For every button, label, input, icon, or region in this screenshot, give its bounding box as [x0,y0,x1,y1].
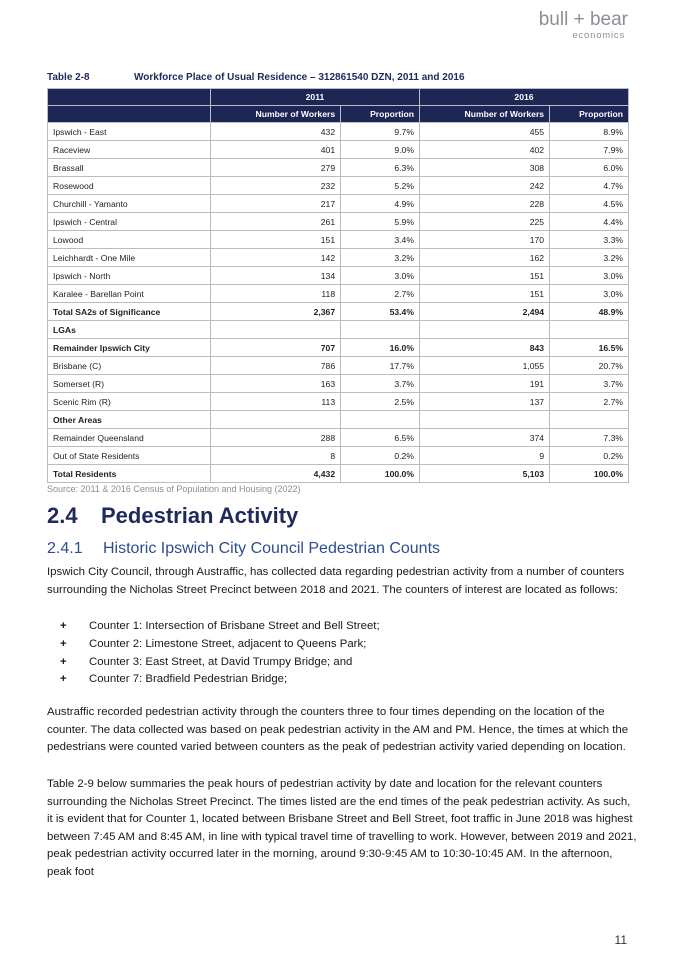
table-caption-title: Workforce Place of Usual Residence – 312861540 DZN, 2011 and 2016 [134,72,465,83]
table-row [48,429,629,447]
workforce-table [47,88,629,483]
workers-2016-cell [419,411,549,429]
page-number: 11 [614,933,627,947]
workers-2016-cell: 151 [419,267,549,285]
list-item-text: Counter 7: Bradfield Pedestrian Bridge; [89,673,288,686]
row-name-cell: Total Residents [48,465,211,483]
body-paragraph: Ipswich City Council, through Austraffic, has collected data regarding pedestrian activity from a number of counters surrounding the Nicholas Street Precinct between 2018 and 2021. The counters of interest are located as follows: [47,566,625,596]
workers-2011-cell: 8 [211,447,341,465]
list-item [60,636,380,654]
table-row [48,339,629,357]
row-name-cell: Brisbane (C) [48,357,211,375]
workers-2016-cell: 151 [419,285,549,303]
workers-2016-cell: 402 [419,141,549,159]
table-column-header-row [48,106,629,123]
year-header-2016: 2016 [419,89,628,106]
proportion-2011-cell: 100.0% [341,465,420,483]
workers-2016-cell: 5,103 [419,465,549,483]
row-name-cell: Other Areas [48,411,211,429]
proportion-2011-cell: 6.5% [341,429,420,447]
table-row [48,267,629,285]
row-name-cell: Raceview [48,141,211,159]
proportion-2016-cell [550,411,629,429]
proportion-2016-cell: 48.9% [550,303,629,321]
table-row [48,411,629,429]
proportion-2011-cell: 4.9% [341,195,420,213]
workers-2011-cell: 163 [211,375,341,393]
workers-2011-cell: 432 [211,123,341,141]
proportion-2016-cell: 2.7% [550,393,629,411]
row-name-cell: Lowood [48,231,211,249]
proportion-2016-cell: 4.5% [550,195,629,213]
row-name-cell: Leichhardt - One Mile [48,249,211,267]
table-row [48,303,629,321]
workers-2011-cell: 134 [211,267,341,285]
workers-2011-cell: 786 [211,357,341,375]
proportion-2016-cell: 8.9% [550,123,629,141]
row-name-cell: Churchill - Yamanto [48,195,211,213]
workers-2011-cell: 4,432 [211,465,341,483]
workers-2016-cell: 9 [419,447,549,465]
workers-2016-cell: 225 [419,213,549,231]
proportion-2011-cell: 5.9% [341,213,420,231]
table-row [48,141,629,159]
table-row [48,231,629,249]
row-name-cell: Scenic Rim (R) [48,393,211,411]
proportion-2011-cell: 2.7% [341,285,420,303]
proportion-2016-cell: 3.0% [550,285,629,303]
table-row [48,285,629,303]
workers-2011-cell: 232 [211,177,341,195]
subsection-number: 2.4.1 [47,540,83,557]
proportion-2011-cell: 3.4% [341,231,420,249]
plus-bullet-icon: + [60,655,67,668]
table-caption [47,72,465,83]
row-name-cell: Remainder Ipswich City [48,339,211,357]
company-logo [539,10,628,42]
plus-bullet-icon: + [60,620,67,632]
table-row [48,447,629,465]
table-body [48,123,629,483]
table-row [48,195,629,213]
table-row [48,357,629,375]
list-item-text: Counter 3: East Street, at David Trumpy Bridge; and [89,655,353,668]
proportion-2016-cell: 100.0% [550,465,629,483]
subsection-title: Historic Ipswich City Council Pedestrian Counts [103,540,441,557]
column-header: Number of Workers [419,106,549,123]
row-name-cell: Karalee - Barellan Point [48,285,211,303]
proportion-2016-cell: 4.4% [550,213,629,231]
proportion-2016-cell: 7.3% [550,429,629,447]
row-name-cell: Ipswich - Central [48,213,211,231]
row-name-cell: Out of State Residents [48,447,211,465]
plus-bullet-icon: + [60,637,67,650]
subsection-heading [47,540,440,558]
proportion-2011-cell: 3.7% [341,375,420,393]
workers-2016-cell: 191 [419,375,549,393]
workers-2011-cell: 288 [211,429,341,447]
table-row [48,321,629,339]
table-row [48,249,629,267]
proportion-2016-cell: 16.5% [550,339,629,357]
section-title: Pedestrian Activity [101,503,299,528]
workers-2011-cell: 151 [211,231,341,249]
workers-2011-cell: 217 [211,195,341,213]
table-row [48,393,629,411]
proportion-2011-cell [341,411,420,429]
table-header-blank [48,106,211,123]
column-header: Proportion [550,106,629,123]
workers-2016-cell: 137 [419,393,549,411]
workers-2016-cell: 242 [419,177,549,195]
proportion-2011-cell: 9.0% [341,141,420,159]
proportion-2016-cell: 3.3% [550,231,629,249]
table-header-blank [48,89,211,106]
workers-2016-cell: 162 [419,249,549,267]
workers-2011-cell [211,411,341,429]
workers-2011-cell: 2,367 [211,303,341,321]
proportion-2011-cell: 0.2% [341,447,420,465]
logo-main-text: bull + bear [538,9,628,30]
year-header-2011: 2011 [211,89,420,106]
table-row [48,177,629,195]
workers-2011-cell: 279 [211,159,341,177]
list-item-text: Counter 2: Limestone Street, adjacent to Queens Park; [89,637,367,650]
proportion-2011-cell: 5.2% [341,177,420,195]
proportion-2016-cell: 6.0% [550,159,629,177]
column-header: Proportion [341,106,420,123]
table-row [48,123,629,141]
proportion-2016-cell: 4.7% [550,177,629,195]
list-item [60,654,380,672]
workers-2016-cell: 843 [419,339,549,357]
body-paragraph: Austraffic recorded pedestrian activity through the counters three to four times depending on the location of the counter. The data collected was based on peak pedestrian activity in the AM and PM. Hence, the times at which the pedestrians were counted varied between counters as the peak of pedestrian activity varied depending on location. [47,706,629,753]
proportion-2016-cell [550,321,629,339]
row-name-cell: Ipswich - East [48,123,211,141]
plus-bullet-icon: + [60,673,67,686]
proportion-2016-cell: 3.7% [550,375,629,393]
row-name-cell: LGAs [48,321,211,339]
proportion-2016-cell: 20.7% [550,357,629,375]
proportion-2011-cell: 16.0% [341,339,420,357]
workers-2016-cell: 228 [419,195,549,213]
column-header: Number of Workers [211,106,341,123]
table-row [48,465,629,483]
workers-2016-cell: 308 [419,159,549,177]
list-item-text: Counter 1: Intersection of Brisbane Street and Bell Street; [89,620,380,632]
proportion-2011-cell: 17.7% [341,357,420,375]
workers-2011-cell: 142 [211,249,341,267]
workers-2011-cell: 113 [211,393,341,411]
table-year-header-row [48,89,629,106]
proportion-2011-cell: 3.2% [341,249,420,267]
workers-2011-cell: 261 [211,213,341,231]
proportion-2016-cell: 3.2% [550,249,629,267]
row-name-cell: Brassall [48,159,211,177]
workers-2016-cell: 170 [419,231,549,249]
list-item [60,671,380,689]
workers-2016-cell [419,321,549,339]
row-name-cell: Somerset (R) [48,375,211,393]
workers-2011-cell: 118 [211,285,341,303]
row-name-cell: Rosewood [48,177,211,195]
proportion-2011-cell: 6.3% [341,159,420,177]
workers-2016-cell: 455 [419,123,549,141]
proportion-2016-cell: 3.0% [550,267,629,285]
proportion-2011-cell [341,321,420,339]
workers-2016-cell: 1,055 [419,357,549,375]
proportion-2011-cell: 2.5% [341,393,420,411]
body-paragraph: Table 2-9 below summaries the peak hours of pedestrian activity by date and location for the relevant counters surrounding the Nicholas Street Precinct. The times listed are the end times of the peak pedestrian activity. As such, it is evident that for Counter 1, located between Brisbane Street and Bell Street, foot traffic in June 2018 was highest between 7:45 AM and 8:45 AM, in line with typical travel time of travelling to work. However, between 2019 and 2021, peak pedestrian activity occurred later in the morning, around 9:30-9:45 AM to 10:30-10:45 AM. In the afternoon, peak foot [47,778,637,878]
row-name-cell: Total SA2s of Significance [48,303,211,321]
row-name-cell: Ipswich - North [48,267,211,285]
workers-2016-cell: 2,494 [419,303,549,321]
proportion-2016-cell: 0.2% [550,447,629,465]
workers-2011-cell [211,321,341,339]
list-item [60,618,380,636]
section-number: 2.4 [47,503,78,528]
table-caption-number: Table 2-8 [47,72,90,83]
row-name-cell: Remainder Queensland [48,429,211,447]
workers-2011-cell: 707 [211,339,341,357]
proportion-2011-cell: 53.4% [341,303,420,321]
section-heading [47,503,298,529]
counter-list [60,618,380,689]
logo-sub-text: economics [572,30,625,41]
workers-2016-cell: 374 [419,429,549,447]
table-source-note: Source: 2011 & 2016 Census of Population and Housing (2022) [47,484,301,494]
proportion-2011-cell: 3.0% [341,267,420,285]
proportion-2011-cell: 9.7% [341,123,420,141]
table-row [48,375,629,393]
workers-2011-cell: 401 [211,141,341,159]
table-row [48,213,629,231]
table-row [48,159,629,177]
proportion-2016-cell: 7.9% [550,141,629,159]
